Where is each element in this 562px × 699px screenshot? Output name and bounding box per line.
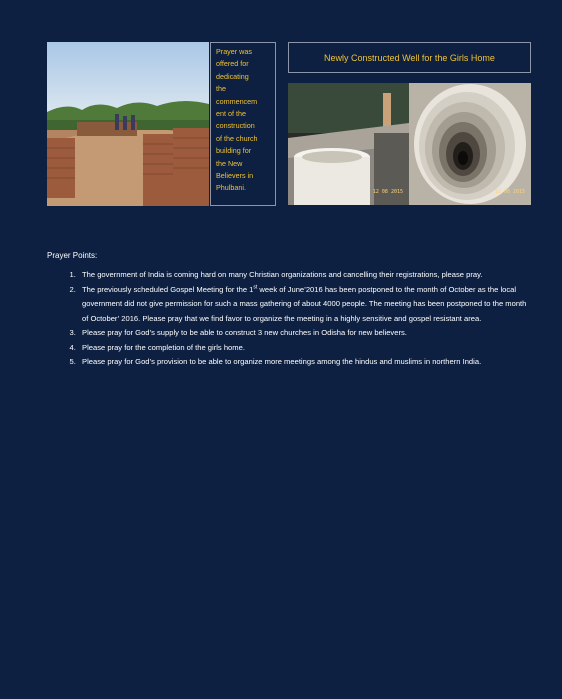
prayer-point-text: Please pray for God’s supply to be able to construct 3 new churches in Odisha for new believers. [82, 328, 407, 337]
prayer-points-heading: Prayer Points: [47, 251, 98, 260]
caption-line: ent of the [216, 109, 246, 119]
prayer-point-text: Please pray for God’s provision to be able to organize more meetings among the hindus and muslims in northern India. [82, 357, 482, 366]
well-title-box [288, 42, 531, 73]
caption-line: the New [216, 158, 243, 168]
well-photo-inside [409, 83, 531, 205]
church-construction-photo [47, 42, 209, 206]
caption-line: commencem [216, 96, 258, 106]
photo-date-stamp: 12 08 2015 [372, 189, 403, 195]
photo-date-stamp: 12 08 2015 [494, 189, 525, 195]
ordinal-suffix: st [253, 283, 258, 290]
caption-line: building for [216, 146, 252, 156]
prayer-point-text: Please pray for the completion of the girls home. [82, 342, 245, 352]
caption-line: construction [216, 121, 255, 131]
caption-line: Phulbani. [216, 183, 246, 193]
prayer-point-text: The previously scheduled Gospel Meeting for the 1 [82, 284, 254, 294]
list-item [78, 355, 528, 370]
list-item [78, 326, 528, 341]
prayer-points-list [55, 268, 528, 370]
caption-line: Prayer was [216, 47, 252, 56]
list-item [78, 268, 528, 283]
well-photo-top [288, 83, 409, 205]
caption-line: Believers in [216, 171, 254, 181]
caption-line: of the church [216, 133, 258, 143]
photo-caption-box [210, 42, 276, 206]
list-item [78, 341, 528, 356]
caption-line: offered for [216, 59, 249, 69]
caption-line: the [216, 84, 226, 94]
list-item [78, 283, 528, 327]
caption-line: dedicating [216, 71, 249, 81]
prayer-point-text: week of June’2016 has been postponed to the month of October as the local government did not give permission for such a mass gathering of about 4000 people. The meeting has been postponed to the month of October’ 2016. Please pray that we find favor to organize the meeting in a highly sensitive and gospel resistant area. [82, 284, 527, 323]
well-title: Newly Constructed Well for the Girls Home [324, 52, 495, 63]
prayer-point-text: The government of India is coming hard on many Christian organizations and cancelling their registrations, please pray. [82, 270, 483, 279]
